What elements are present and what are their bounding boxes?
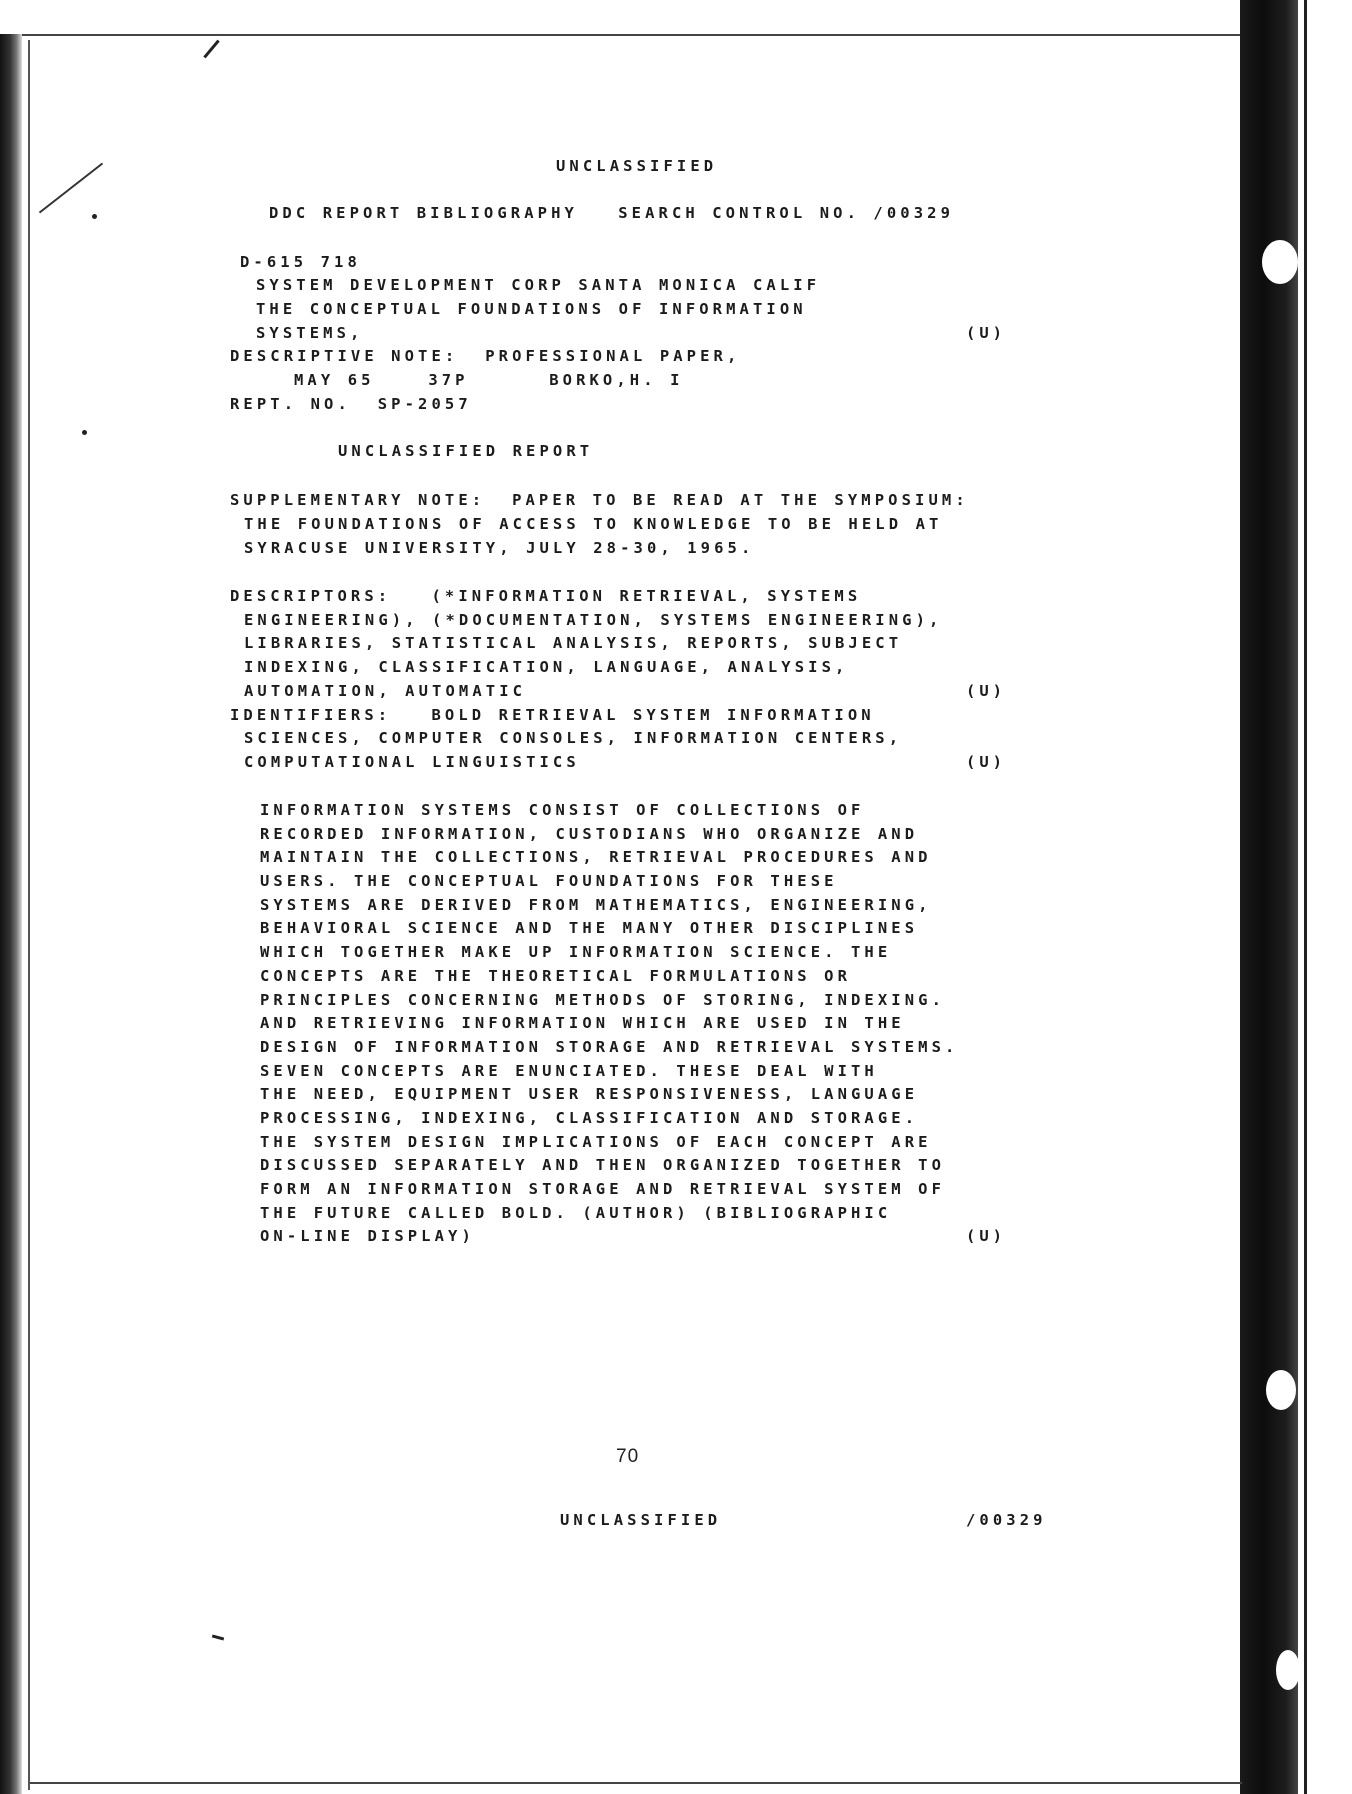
- title-line: SYSTEMS,: [256, 324, 364, 342]
- source-organization: SYSTEM DEVELOPMENT CORP SANTA MONICA CALIF: [256, 276, 821, 294]
- pen-mark: [39, 163, 103, 214]
- abstract-line: USERS. THE CONCEPTUAL FOUNDATIONS FOR THESE: [260, 872, 838, 890]
- page-number: 70: [616, 1446, 640, 1467]
- abstract-line: THE FUTURE CALLED BOLD. (AUTHOR) (BIBLIOGRAPHIC: [260, 1204, 892, 1222]
- classification-marking: (U): [966, 753, 1006, 771]
- abstract-line: RECORDED INFORMATION, CUSTODIANS WHO ORGANIZE AND: [260, 825, 919, 843]
- date-pages-author: MAY 65 37P BORKO,H. I: [294, 371, 684, 389]
- title-line: THE CONCEPTUAL FOUNDATIONS OF INFORMATION: [256, 300, 807, 318]
- classification-marking: (U): [966, 1227, 1006, 1245]
- descriptors-line: LIBRARIES, STATISTICAL ANALYSIS, REPORTS, SUBJECT: [244, 634, 903, 652]
- identifiers-line: IDENTIFIERS: BOLD RETRIEVAL SYSTEM INFORMATION: [230, 706, 875, 724]
- report-number: REPT. NO. SP-2057: [230, 395, 472, 413]
- descriptors-line: AUTOMATION, AUTOMATIC: [244, 682, 527, 700]
- abstract-line: WHICH TOGETHER MAKE UP INFORMATION SCIENCE. THE: [260, 943, 892, 961]
- descriptors-line: INDEXING, CLASSIFICATION, LANGUAGE, ANALYSIS,: [244, 658, 849, 676]
- abstract-line: MAINTAIN THE COLLECTIONS, RETRIEVAL PROCEDURES AND: [260, 848, 932, 866]
- descriptors-line: DESCRIPTORS: (*INFORMATION RETRIEVAL, SYSTEMS: [230, 587, 862, 605]
- abstract-line: AND RETRIEVING INFORMATION WHICH ARE USED IN THE: [260, 1014, 905, 1032]
- abstract-line: SEVEN CONCEPTS ARE ENUNCIATED. THESE DEAL WITH: [260, 1062, 878, 1080]
- abstract-line: INFORMATION SYSTEMS CONSIST OF COLLECTIONS OF: [260, 801, 865, 819]
- footer-control-number: /00329: [966, 1511, 1047, 1529]
- scan-left-border: [0, 34, 22, 1794]
- identifiers-line: SCIENCES, COMPUTER CONSOLES, INFORMATION CENTERS,: [244, 729, 903, 747]
- report-classification: UNCLASSIFIED REPORT: [338, 442, 594, 460]
- footer-classification: UNCLASSIFIED: [560, 1511, 722, 1529]
- scan-notch: [1262, 240, 1298, 284]
- abstract-line: SYSTEMS ARE DERIVED FROM MATHEMATICS, ENGINEERING,: [260, 896, 932, 914]
- abstract-line: CONCEPTS ARE THE THEORETICAL FORMULATIONS OR: [260, 967, 851, 985]
- abstract-line: THE NEED, EQUIPMENT USER RESPONSIVENESS, LANGUAGE: [260, 1085, 919, 1103]
- scan-right-line: [1304, 0, 1307, 1794]
- abstract-line: PRINCIPLES CONCERNING METHODS OF STORING, INDEXING.: [260, 991, 946, 1009]
- abstract-line: DISCUSSED SEPARATELY AND THEN ORGANIZED TOGETHER TO: [260, 1156, 946, 1174]
- scan-bottom-line: [30, 1782, 1242, 1784]
- supplementary-note-line: SYRACUSE UNIVERSITY, JULY 28-30, 1965.: [244, 539, 755, 557]
- abstract-line: FORM AN INFORMATION STORAGE AND RETRIEVAL SYSTEM OF: [260, 1180, 946, 1198]
- scan-notch: [1276, 1650, 1300, 1690]
- supplementary-note-line: SUPPLEMENTARY NOTE: PAPER TO BE READ AT THE SYMPOSIUM:: [230, 491, 969, 509]
- accession-number: D-615 718: [240, 253, 361, 271]
- dust-dot: [82, 430, 87, 435]
- header-classification: UNCLASSIFIED: [556, 157, 718, 175]
- descriptors-line: ENGINEERING), (*DOCUMENTATION, SYSTEMS ENGINEERING),: [244, 611, 943, 629]
- dust-mark: [212, 1634, 224, 1640]
- scan-notch: [1266, 1370, 1296, 1410]
- classification-marking: (U): [966, 682, 1006, 700]
- supplementary-note-line: THE FOUNDATIONS OF ACCESS TO KNOWLEDGE TO BE HELD AT: [244, 515, 943, 533]
- bibliography-header: DDC REPORT BIBLIOGRAPHY SEARCH CONTROL NO. /00329: [269, 204, 955, 222]
- scan-top-edge: [0, 0, 1240, 36]
- abstract-line: PROCESSING, INDEXING, CLASSIFICATION AND STORAGE.: [260, 1109, 919, 1127]
- scan-left-line: [28, 40, 30, 1790]
- abstract-line: BEHAVIORAL SCIENCE AND THE MANY OTHER DISCIPLINES: [260, 919, 919, 937]
- abstract-line: ON-LINE DISPLAY): [260, 1227, 475, 1245]
- identifiers-line: COMPUTATIONAL LINGUISTICS: [244, 753, 580, 771]
- dust-dot: [92, 214, 97, 219]
- abstract-line: THE SYSTEM DESIGN IMPLICATIONS OF EACH CONCEPT ARE: [260, 1133, 932, 1151]
- descriptive-note: DESCRIPTIVE NOTE: PROFESSIONAL PAPER,: [230, 347, 741, 365]
- pen-mark: [203, 40, 219, 59]
- abstract-line: DESIGN OF INFORMATION STORAGE AND RETRIEVAL SYSTEMS.: [260, 1038, 959, 1056]
- classification-marking: (U): [966, 324, 1006, 342]
